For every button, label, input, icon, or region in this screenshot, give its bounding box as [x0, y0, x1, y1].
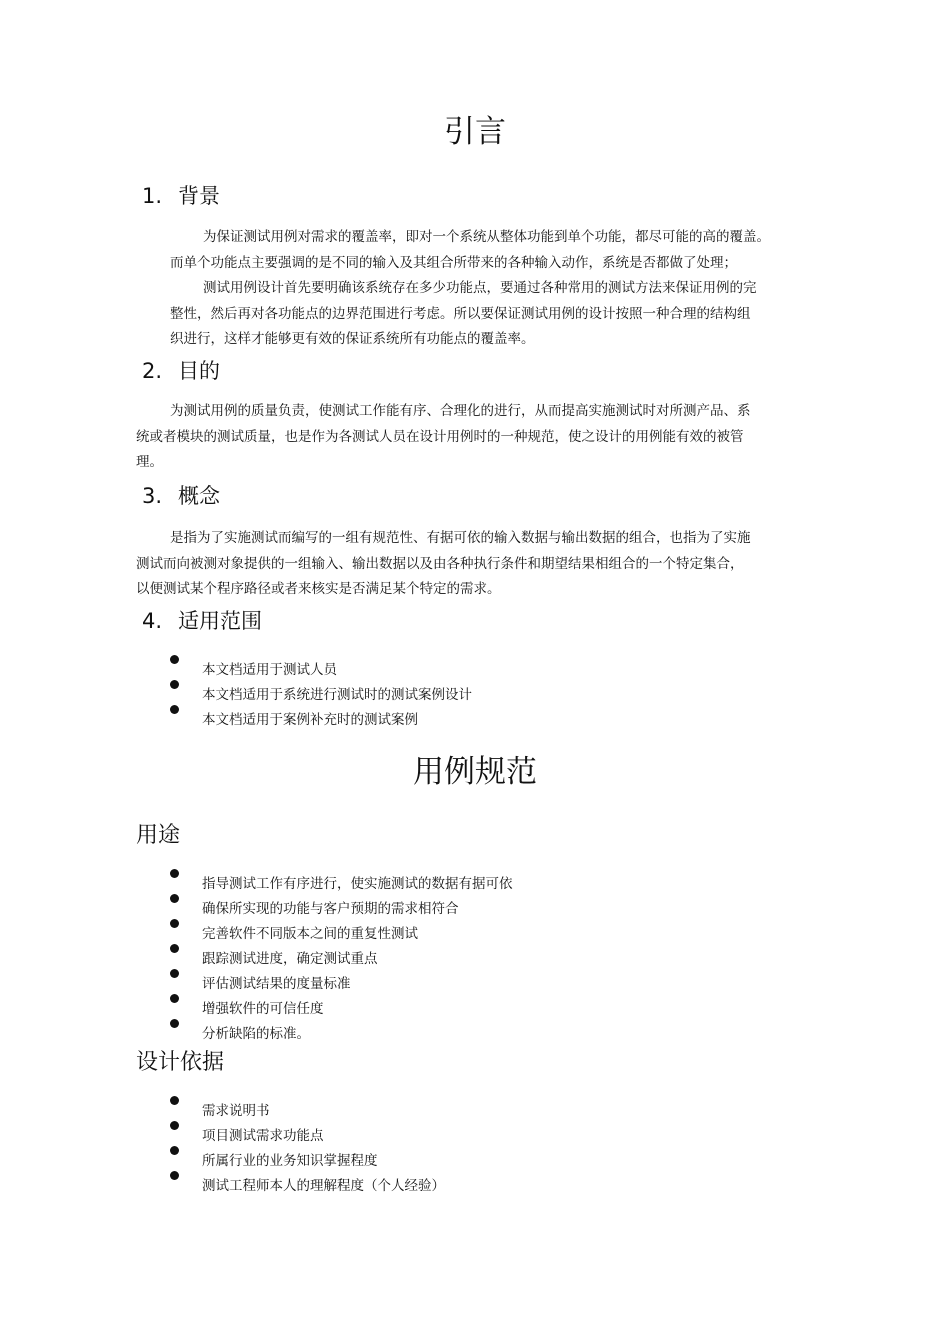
paragraph-line: 为保证测试用例对需求的覆盖率，即对一个系统从整体功能到单个功能，都尽可能的高的覆盖。 [203, 229, 770, 245]
section-heading-text: 概念 [178, 484, 220, 508]
intro-title: 引言 [444, 114, 506, 150]
section-number: 4. [142, 609, 163, 633]
paragraph-line: 测试用例设计首先要明确该系统存在多少功能点，要通过各种常用的测试方法来保证用例的完 [203, 280, 757, 296]
bullet-icon [170, 705, 179, 714]
section-heading-usage: 用途 [136, 823, 181, 848]
list-item-text: 跟踪测试进度，确定测试重点 [202, 951, 378, 967]
purpose-paragraph [136, 399, 751, 476]
list-item-text: 需求说明书 [202, 1103, 270, 1119]
list-item-text: 本文档适用于测试人员 [202, 662, 337, 678]
section-heading-concept [142, 482, 220, 510]
list-item-text: 分析缺陷的标准。 [202, 1026, 310, 1042]
list-item-text: 指导测试工作有序进行，使实施测试的数据有据可依 [202, 876, 513, 892]
paragraph-line: 织进行，这样才能够更有效的保证系统所有功能点的覆盖率。 [170, 331, 535, 347]
section-heading-scope [142, 607, 262, 635]
paragraph-line: 统或者模块的测试质量，也是作为各测试人员在设计用例时的一种规范，使之设计的用例能有效的被管 [136, 428, 744, 445]
bullet-icon [170, 919, 179, 928]
background-paragraph [170, 225, 770, 353]
list-item-text: 完善软件不同版本之间的重复性测试 [202, 926, 418, 942]
section-number: 1. [142, 184, 163, 208]
bullet-icon [170, 1171, 179, 1180]
bullet-icon [170, 994, 179, 1003]
paragraph-line: 而单个功能点主要强调的是不同的输入及其组合所带来的各种输入动作，系统是否都做了处理； [170, 254, 737, 271]
list-item-text: 增强软件的可信任度 [202, 1001, 324, 1017]
section-heading-text: 适用范围 [178, 609, 262, 633]
list-item-text: 确保所实现的功能与客户预期的需求相符合 [202, 901, 459, 917]
paragraph-line: 是指为了实施测试而编写的一组有规范性、有据可依的输入数据与输出数据的组合，也指为了实施 [170, 530, 751, 546]
section-heading-text: 目的 [178, 359, 220, 383]
section-heading-purpose [142, 357, 220, 385]
bullet-icon [170, 944, 179, 953]
section-heading-background [142, 182, 220, 210]
spec-title: 用例规范 [413, 754, 537, 790]
list-item-text: 本文档适用于案例补充时的测试案例 [202, 712, 418, 728]
section-number: 3. [142, 484, 163, 508]
paragraph-line: 整性，然后再对各功能点的边界范围进行考虑。所以要保证测试用例的设计按照一种合理的结构组 [170, 305, 751, 322]
section-heading-basis: 设计依据 [136, 1050, 225, 1075]
bullet-icon [170, 1121, 179, 1130]
bullet-icon [170, 1019, 179, 1028]
list-item-text: 评估测试结果的度量标准 [202, 976, 351, 992]
bullet-icon [170, 680, 179, 689]
paragraph-line: 以便测试某个程序路径或者来核实是否满足某个特定的需求。 [136, 581, 501, 597]
list-item-text: 测试工程师本人的理解程度（个人经验） [202, 1178, 445, 1194]
list-item-text: 项目测试需求功能点 [202, 1128, 324, 1144]
bullet-icon [170, 969, 179, 978]
paragraph-line: 测试而向被测对象提供的一组输入、输出数据以及由各种执行条件和期望结果相组合的一个特定集合， [136, 555, 744, 572]
section-heading-text: 背景 [178, 184, 220, 208]
bullet-icon [170, 869, 179, 878]
bullet-icon [170, 1096, 179, 1105]
paragraph-line: 为测试用例的质量负责，使测试工作能有序、合理化的进行，从而提高实施测试时对所测产品、系 [170, 403, 751, 419]
list-item-text: 所属行业的业务知识掌握程度 [202, 1153, 378, 1169]
section-number: 2. [142, 359, 163, 383]
concept-paragraph [136, 526, 751, 603]
bullet-icon [170, 655, 179, 664]
bullet-icon [170, 894, 179, 903]
bullet-icon [170, 1146, 179, 1155]
paragraph-line: 理。 [136, 454, 163, 470]
list-item-text: 本文档适用于系统进行测试时的测试案例设计 [202, 687, 472, 703]
